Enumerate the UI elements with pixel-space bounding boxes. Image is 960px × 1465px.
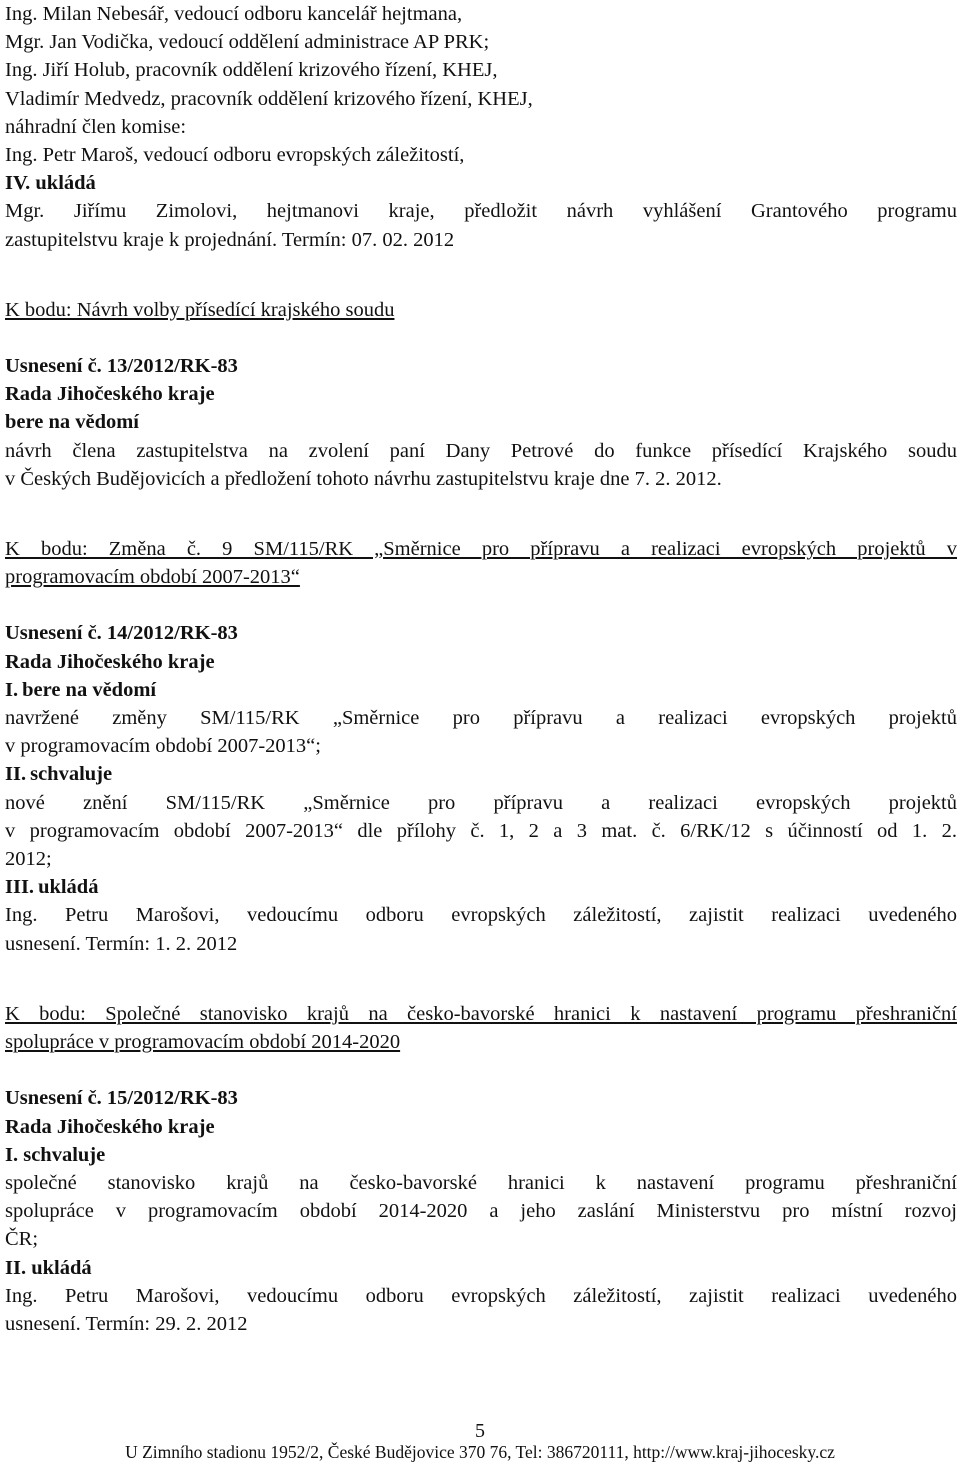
section-iv-label: IV. ukládá — [5, 172, 96, 195]
member-line: Ing. Jiří Holub, pracovník oddělení krizového řízení, KHEJ, — [5, 59, 498, 82]
member-line: náhradní člen komise: — [5, 115, 187, 138]
page-number: 5 — [475, 1420, 485, 1442]
resolution-number: Usnesení č. 14/2012/RK-83 — [5, 622, 238, 645]
resolution-number: Usnesení č. 13/2012/RK-83 — [5, 355, 238, 378]
agenda-heading: spolupráce v programovacím období 2014-2020 — [5, 1031, 401, 1054]
item-text: společné stanovisko krajů na česko-bavorské hranici k nastavení programu přeshraniční — [5, 1171, 957, 1194]
footer-address: U Zimního stadionu 1952/2, České Budějovice 370 76, Tel: 386720111, http://www.kraj-jihocesky.cz — [125, 1442, 835, 1462]
item-ii-heading: II. ukládá — [5, 1256, 92, 1279]
item-text: nové znění SM/115/RK „Směrnice pro přípravu a realizaci evropských projektů — [5, 791, 957, 814]
item-verb: schvaluje — [30, 763, 113, 786]
resolution-14 — [5, 535, 957, 958]
item-text: v programovacím období 2007-2013“ dle přílohy č. 1, 2 a 3 mat. č. 6/RK/12 s účinností od 1. 2. — [5, 819, 957, 842]
item-label: I. — [5, 678, 19, 701]
resolution-text: v Českých Budějovicích a předložení tohoto návrhu zastupitelstvu kraje dne 7. 2. 2012. — [5, 467, 722, 490]
item-label: III. — [5, 876, 35, 899]
resolution-text: návrh člena zastupitelstva na zvolení paní Dany Petrové do funkce přísedící Krajského soudu — [5, 439, 957, 462]
resolution-15 — [5, 1000, 957, 1338]
item-text: Ing. Petru Marošovi, vedoucímu odboru evropských záležitostí, zajistit realizaci uvedeného — [5, 1284, 957, 1307]
section-iv-text: Mgr. Jiřímu Zimolovi, hejtmanovi kraje, předložit návrh vyhlášení Grantového programu — [5, 200, 957, 223]
item-text: navržené změny SM/115/RK „Směrnice pro přípravu a realizaci evropských projektů — [5, 707, 957, 730]
council-name: Rada Jihočeského kraje — [5, 650, 215, 673]
item-verb: ukládá — [38, 876, 99, 899]
item-iii-heading — [5, 873, 957, 901]
agenda-heading: K bodu: Společné stanovisko krajů na česko-bavorské hranici k nastavení programu přeshraniční — [5, 1002, 957, 1025]
document-page — [5, 0, 957, 1338]
item-text: 2012; — [5, 848, 52, 871]
item-text: usnesení. Termín: 29. 2. 2012 — [5, 1312, 248, 1335]
item-text: v programovacím období 2007-2013“; — [5, 735, 321, 758]
agenda-heading: K bodu: Návrh volby přísedící krajského soudu — [5, 298, 395, 321]
item-label: II. — [5, 763, 27, 786]
members-block — [5, 0, 957, 254]
member-line: Ing. Petr Maroš, vedoucí odboru evropských záležitostí, — [5, 144, 465, 167]
item-text: ČR; — [5, 1228, 39, 1251]
item-ii-heading — [5, 760, 957, 788]
item-verb: bere na vědomí — [22, 678, 157, 701]
item-text: spolupráce v programovacím období 2014-2020 a jeho zaslání Ministerstvu pro místní rozvoj — [5, 1200, 957, 1223]
section-iv-text: zastupitelstvu kraje k projednání. Termín: 07. 02. 2012 — [5, 228, 455, 251]
member-line: Mgr. Jan Vodička, vedoucí oddělení administrace AP PRK; — [5, 31, 490, 54]
resolution-verb: bere na vědomí — [5, 411, 140, 434]
member-line: Vladimír Medvedz, pracovník oddělení krizového řízení, KHEJ, — [5, 87, 533, 110]
agenda-heading: K bodu: Změna č. 9 SM/115/RK „Směrnice pro přípravu a realizaci evropských projektů v — [5, 538, 957, 561]
item-i-heading: I. schvaluje — [5, 1143, 106, 1166]
resolution-number: Usnesení č. 15/2012/RK-83 — [5, 1087, 238, 1110]
item-text: usnesení. Termín: 1. 2. 2012 — [5, 932, 238, 955]
council-name: Rada Jihočeského kraje — [5, 383, 215, 406]
member-line: Ing. Milan Nebesář, vedoucí odboru kancelář hejtmana, — [5, 3, 463, 25]
council-name: Rada Jihočeského kraje — [5, 1115, 215, 1138]
item-i-heading — [5, 676, 957, 704]
resolution-13 — [5, 296, 957, 493]
item-text: Ing. Petru Marošovi, vedoucímu odboru evropských záležitostí, zajistit realizaci uvedeného — [5, 904, 957, 927]
agenda-heading: programovacím období 2007-2013“ — [5, 566, 300, 589]
